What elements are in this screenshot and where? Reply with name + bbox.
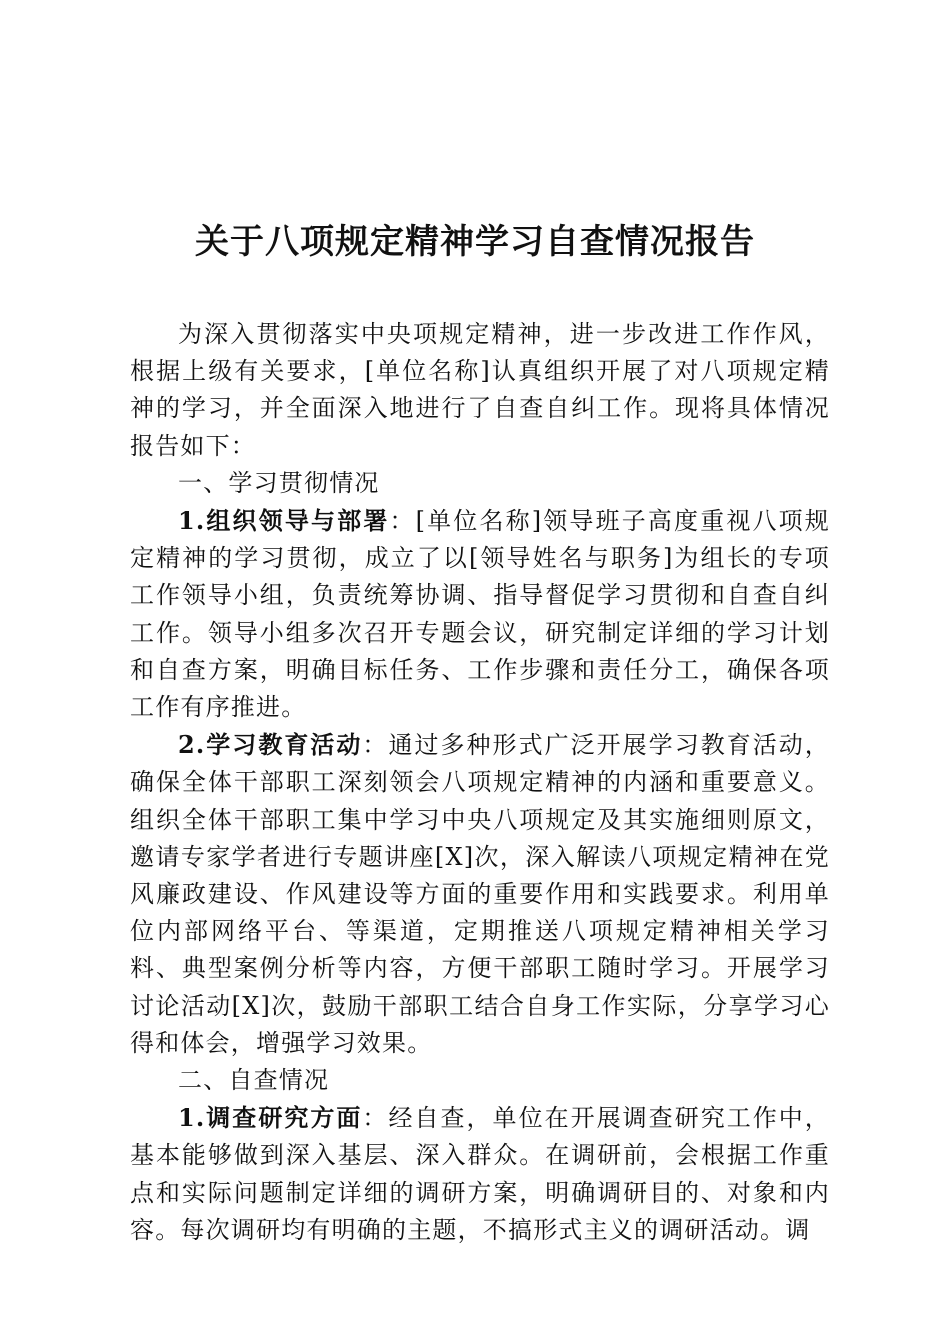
document-title: 关于八项规定精神学习自查情况报告 (195, 222, 755, 262)
document-body (130, 316, 830, 1249)
paragraph-text: [单位名称]领导班子高度重视八项规定精神的学习贯彻，成立了以[领导姓名与职务]为组长的专项工作领导小组，负责统筹协调、指导督促学习贯彻和自查自纠工作。领导小组多次召开专题会议，研究制定详细的学习计划和自查方案，明确目标任务、工作步骤和责任分工，确保各项工作有序推进。 (130, 507, 830, 722)
section-heading-study: 一、学习贯彻情况 (178, 468, 380, 497)
section-heading-self-check: 二、自查情况 (178, 1066, 330, 1095)
paragraph-separator: ： (389, 507, 416, 536)
paragraph-separator: ： (362, 731, 389, 760)
paragraph-text: 通过多种形式广泛开展学习教育活动，确保全体干部职工深刻领会八项规定精神的内涵和重要意义。组织全体干部职工集中学习中央八项规定及其实施细则原文，邀请专家学者进行专题讲座[X]次，深入解读八项规定精神在党风廉政建设、作风建设等方面的重要作用和实践要求。利用单位内部网络平台、等渠道，定期推送八项规定精神相关学习料、典型案例分析等内容，方便干部职工随时学习。开展学习讨论活动[X]次，鼓励干部职工结合自身工作实际，分享学习心得和体会，增强学习效果。 (130, 731, 831, 1057)
paragraph-text: 经自查，单位在开展调查研究工作中，基本能够做到深入基层、深入群众。在调研前，会根据工作重点和实际问题制定详细的调研方案，明确调研目的、对象和内容。每次调研均有明确的主题，不搞形式主义的调研活动。调 (130, 1104, 831, 1244)
intro-paragraph: 为深入贯彻落实中央项规定精神，进一步改进工作作风，根据上级有关要求，[单位名称]认真组织开展了对八项规定精神的学习，并全面深入地进行了自查自纠工作。现将具体情况报告如下： (130, 320, 830, 460)
paragraph-education (130, 726, 830, 1062)
paragraph-lead: 1.调查研究方面 (178, 1103, 363, 1133)
paragraph-separator: ： (362, 1104, 389, 1133)
paragraph-research (130, 1099, 830, 1249)
paragraph-organization (130, 502, 830, 726)
paragraph-lead: 1.组织领导与部署 (178, 506, 390, 536)
paragraph-lead: 2.学习教育活动 (178, 730, 363, 760)
